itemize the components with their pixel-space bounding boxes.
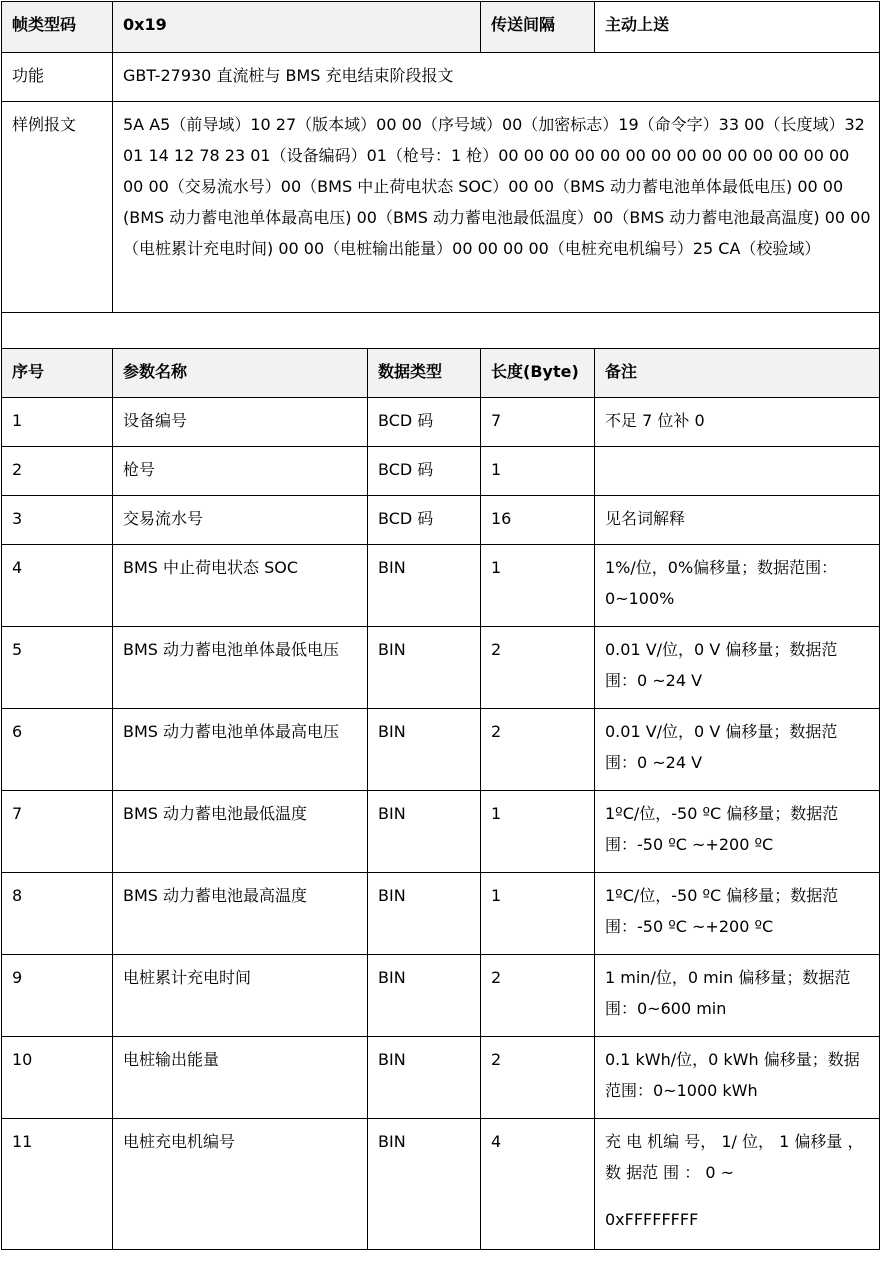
param-dtype: BIN <box>368 627 481 709</box>
param-seq: 1 <box>2 398 113 447</box>
table-row <box>2 1037 880 1119</box>
param-length: 1 <box>481 447 595 496</box>
table-row <box>2 447 880 496</box>
function-value: GBT-27930 直流桩与 BMS 充电结束阶段报文 <box>113 53 880 102</box>
frame-type-value: 0x19 <box>113 2 481 53</box>
param-seq: 10 <box>2 1037 113 1119</box>
spacer-row <box>2 313 880 349</box>
param-seq: 5 <box>2 627 113 709</box>
param-length: 1 <box>481 545 595 627</box>
param-dtype: BIN <box>368 1037 481 1119</box>
header-remark: 备注 <box>595 349 880 398</box>
param-dtype: BIN <box>368 873 481 955</box>
param-dtype: BIN <box>368 1119 481 1250</box>
table-row <box>2 1119 880 1250</box>
param-seq: 4 <box>2 545 113 627</box>
param-name: 枪号 <box>113 447 368 496</box>
header-seq: 序号 <box>2 349 113 398</box>
param-dtype: BCD 码 <box>368 447 481 496</box>
table-row <box>2 496 880 545</box>
param-dtype: BIN <box>368 545 481 627</box>
param-remark <box>595 1119 880 1250</box>
header-name: 参数名称 <box>113 349 368 398</box>
param-length: 2 <box>481 709 595 791</box>
param-length: 1 <box>481 791 595 873</box>
param-name: 电桩充电机编号 <box>113 1119 368 1250</box>
direction-value: 主动上送 <box>595 2 880 53</box>
table-row <box>2 791 880 873</box>
function-label: 功能 <box>2 53 113 102</box>
param-name: BMS 动力蓄电池单体最低电压 <box>113 627 368 709</box>
param-dtype: BCD 码 <box>368 496 481 545</box>
param-seq: 11 <box>2 1119 113 1250</box>
table-row <box>2 627 880 709</box>
param-name: BMS 动力蓄电池最高温度 <box>113 873 368 955</box>
params-header-row <box>2 349 880 398</box>
param-name: BMS 中止荷电状态 SOC <box>113 545 368 627</box>
param-length: 2 <box>481 955 595 1037</box>
param-remark: 0.01 V/位，0 V 偏移量；数据范围：0 ~24 V <box>595 627 880 709</box>
param-length: 1 <box>481 873 595 955</box>
param-remark: 0.01 V/位，0 V 偏移量；数据范围：0 ~24 V <box>595 709 880 791</box>
param-remark: 1ºC/位，-50 ºC 偏移量；数据范围：-50 ºC ~+200 ºC <box>595 873 880 955</box>
param-name: BMS 动力蓄电池最低温度 <box>113 791 368 873</box>
table-row <box>2 545 880 627</box>
param-name: 设备编号 <box>113 398 368 447</box>
param-remark: 0.1 kWh/位，0 kWh 偏移量；数据范围：0~1000 kWh <box>595 1037 880 1119</box>
param-length: 16 <box>481 496 595 545</box>
param-seq: 9 <box>2 955 113 1037</box>
param-dtype: BIN <box>368 791 481 873</box>
protocol-table <box>1 1 880 1250</box>
param-remark: 1%/位，0%偏移量；数据范围：0~100% <box>595 545 880 627</box>
param-length: 2 <box>481 1037 595 1119</box>
table-row <box>2 955 880 1037</box>
param-length: 2 <box>481 627 595 709</box>
param-name: 电桩累计充电时间 <box>113 955 368 1037</box>
header-dtype: 数据类型 <box>368 349 481 398</box>
param-name: BMS 动力蓄电池单体最高电压 <box>113 709 368 791</box>
param-seq: 7 <box>2 791 113 873</box>
frame-type-row <box>2 2 880 53</box>
param-remark-extra: 0xFFFFFFFF <box>605 1210 699 1229</box>
param-length: 7 <box>481 398 595 447</box>
param-length: 4 <box>481 1119 595 1250</box>
param-remark <box>595 447 880 496</box>
param-remark: 1 min/位，0 min 偏移量；数据范围：0~600 min <box>595 955 880 1037</box>
header-length: 长度(Byte) <box>481 349 595 398</box>
param-seq: 2 <box>2 447 113 496</box>
param-seq: 3 <box>2 496 113 545</box>
spacer-cell <box>2 313 880 349</box>
param-seq: 6 <box>2 709 113 791</box>
frame-type-label: 帧类型码 <box>2 2 113 53</box>
direction-label: 传送间隔 <box>481 2 595 53</box>
param-dtype: BCD 码 <box>368 398 481 447</box>
sample-row <box>2 102 880 313</box>
param-name: 交易流水号 <box>113 496 368 545</box>
param-remark: 1ºC/位，-50 ºC 偏移量；数据范围：-50 ºC ~+200 ºC <box>595 791 880 873</box>
param-dtype: BIN <box>368 955 481 1037</box>
param-name: 电桩输出能量 <box>113 1037 368 1119</box>
param-dtype: BIN <box>368 709 481 791</box>
table-row <box>2 873 880 955</box>
param-remark: 见名词解释 <box>595 496 880 545</box>
param-remark: 不足 7 位补 0 <box>595 398 880 447</box>
table-row <box>2 398 880 447</box>
param-seq: 8 <box>2 873 113 955</box>
table-row <box>2 709 880 791</box>
sample-value: 5A A5（前导域）10 27（版本域）00 00（序号域）00（加密标志）19（命令字）33 00（长度域）32 01 14 12 78 23 01（设备编码）01（枪号：1 枪）00 00 00 00 00 00 00 00 00 00 00 00 00 00 00 00（交易流水号）00（BMS 中止荷电状态 SOC）00 00（BMS 动力蓄电池单体最低电压) 00 00 (BMS 动力蓄电池单体最高电压) 00（BMS 动力蓄电池最低温度）00（BMS 动力蓄电池最高温度) 00 00（电桩累计充电时间) 00 00（电桩输出能量）00 00 00 00（电桩充电机编号）25 CA（校验域） <box>113 102 880 313</box>
function-row <box>2 53 880 102</box>
param-remark-text: 充 电 机编 号， 1/ 位， 1 偏移量 ， 数 据范 围 ： 0 ~ <box>605 1132 864 1182</box>
sample-label: 样例报文 <box>2 102 113 313</box>
